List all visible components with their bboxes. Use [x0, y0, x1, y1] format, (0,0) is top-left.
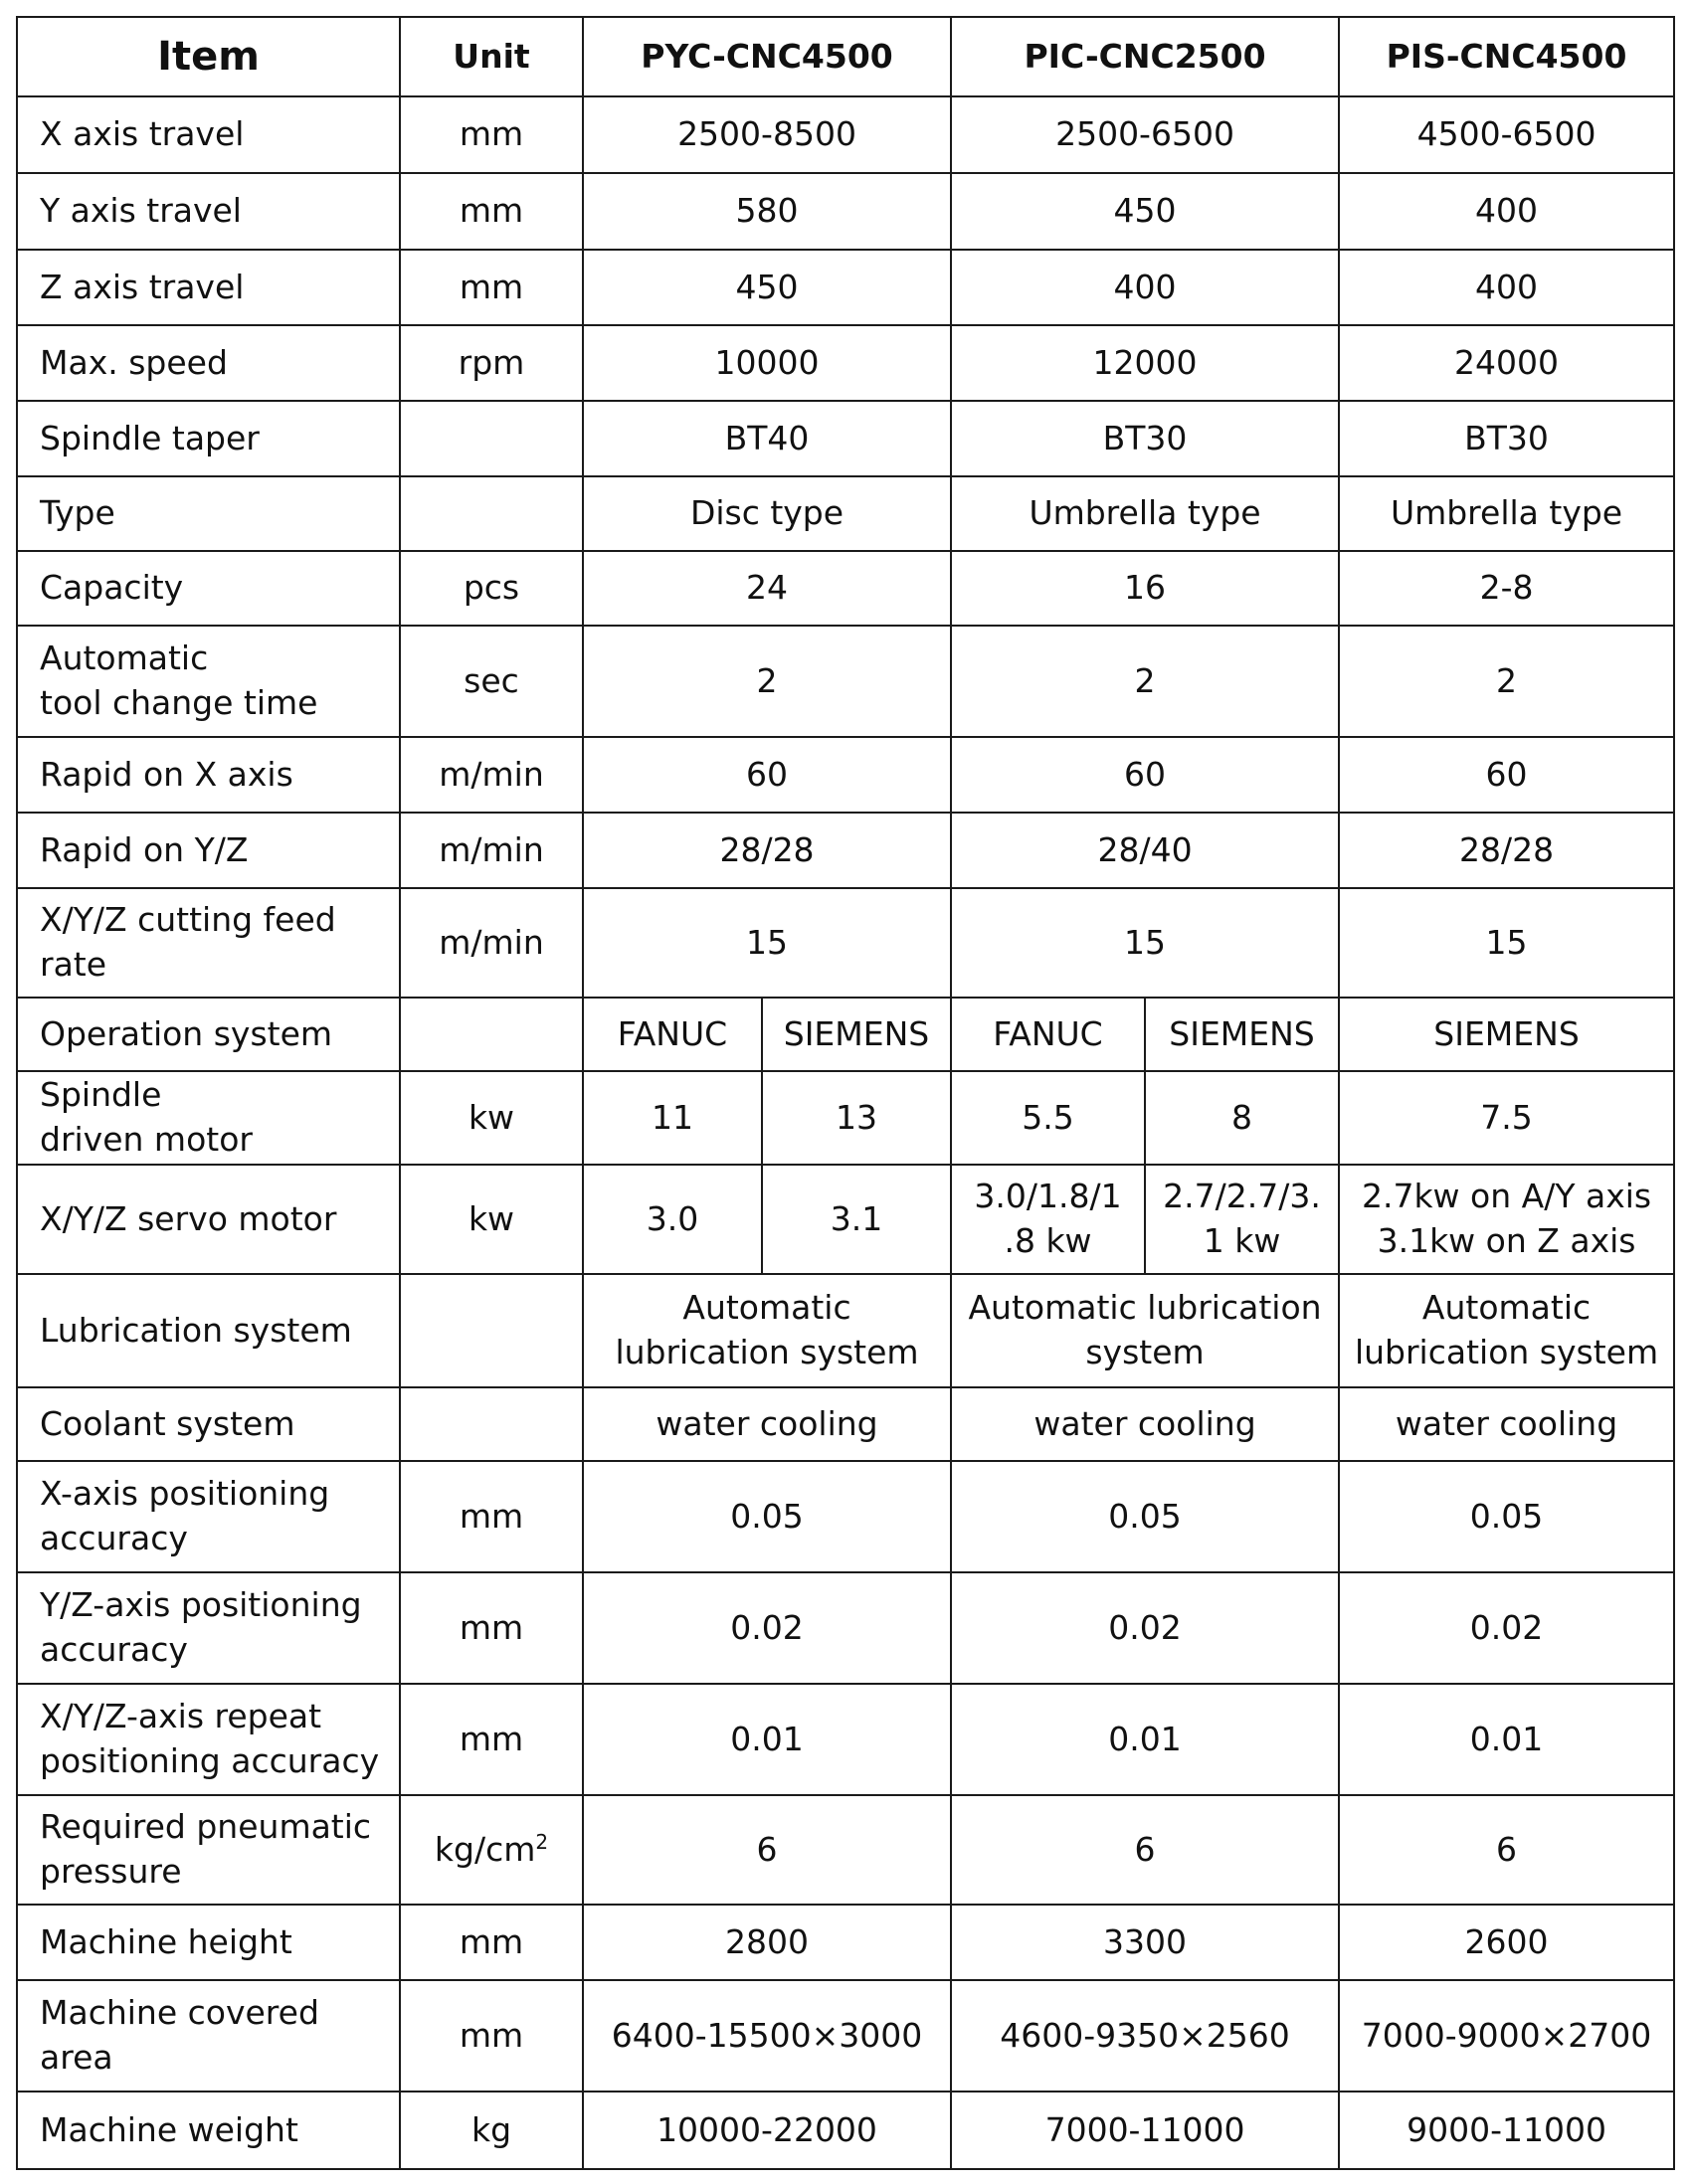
cell-value: 3.0/1.8/1 .8 kw [951, 1165, 1145, 1274]
row-unit: m/min [400, 737, 583, 813]
header-item: Item [17, 17, 400, 96]
row-unit: sec [400, 626, 583, 737]
header-model-1: PYC-CNC4500 [583, 17, 951, 96]
cell-value: 400 [1339, 173, 1674, 250]
cell-value: 8 [1145, 1071, 1339, 1165]
cell-value: 9000-11000 [1339, 2092, 1674, 2169]
table-row [17, 401, 1674, 476]
table-row [17, 1980, 1674, 2092]
row-label: Machine height [17, 1905, 400, 1980]
cell-value: 28/28 [1339, 813, 1674, 888]
cell-value: 3.1 [762, 1165, 951, 1274]
row-label: X-axis positioning accuracy [17, 1461, 400, 1572]
cell-value: 11 [583, 1071, 762, 1165]
cell-value: 0.05 [583, 1461, 951, 1572]
cell-value: 4500-6500 [1339, 96, 1674, 173]
cell-value: 0.02 [583, 1572, 951, 1684]
row-label: Z axis travel [17, 250, 400, 325]
cell-value: 5.5 [951, 1071, 1145, 1165]
cell-value: Automatic lubrication system [583, 1274, 951, 1387]
row-unit: kw [400, 1165, 583, 1274]
unit-superscript: 2 [535, 1829, 549, 1854]
cell-value: 60 [583, 737, 951, 813]
cell-value: SIEMENS [1145, 998, 1339, 1071]
row-label: X/Y/Z-axis repeat positioning accuracy [17, 1684, 400, 1795]
table-row [17, 1684, 1674, 1795]
table-row [17, 1274, 1674, 1387]
cell-value: Disc type [583, 476, 951, 551]
row-label: Lubrication system [17, 1274, 400, 1387]
cell-value: 450 [583, 250, 951, 325]
cell-value: BT30 [1339, 401, 1674, 476]
cell-value: 580 [583, 173, 951, 250]
row-label: Y axis travel [17, 173, 400, 250]
row-unit: mm [400, 1684, 583, 1795]
row-label: Required pneumatic pressure [17, 1795, 400, 1905]
cell-value: 6 [951, 1795, 1339, 1905]
cell-value: water cooling [951, 1387, 1339, 1461]
cell-value: 60 [1339, 737, 1674, 813]
row-unit: mm [400, 173, 583, 250]
row-unit: mm [400, 1572, 583, 1684]
row-unit: kg [400, 2092, 583, 2169]
row-unit: mm [400, 1905, 583, 1980]
row-label: Machine weight [17, 2092, 400, 2169]
cell-value: 2 [951, 626, 1339, 737]
cell-value: 450 [951, 173, 1339, 250]
table-row [17, 1071, 1674, 1165]
spec-table [16, 16, 1675, 2170]
row-label: Spindle taper [17, 401, 400, 476]
table-row [17, 1387, 1674, 1461]
cell-value: 7000-9000×2700 [1339, 1980, 1674, 2092]
cell-value: 15 [951, 888, 1339, 998]
cell-value: 2 [1339, 626, 1674, 737]
row-unit [400, 1795, 583, 1905]
cell-value: 12000 [951, 325, 1339, 401]
row-unit: kw [400, 1071, 583, 1165]
cell-value: 0.05 [951, 1461, 1339, 1572]
cell-value: 15 [1339, 888, 1674, 998]
cell-value: 28/40 [951, 813, 1339, 888]
table-row [17, 998, 1674, 1071]
table-row [17, 173, 1674, 250]
cell-value: 10000 [583, 325, 951, 401]
row-unit: rpm [400, 325, 583, 401]
header-model-2: PIC-CNC2500 [951, 17, 1339, 96]
row-label: Type [17, 476, 400, 551]
row-label: Machine covered area [17, 1980, 400, 2092]
cell-value: SIEMENS [1339, 998, 1674, 1071]
cell-value: 2 [583, 626, 951, 737]
table-row [17, 96, 1674, 173]
row-unit: m/min [400, 813, 583, 888]
row-label: X/Y/Z servo motor [17, 1165, 400, 1274]
cell-value: 2.7/2.7/3. 1 kw [1145, 1165, 1339, 1274]
row-unit [400, 476, 583, 551]
cell-value: 24000 [1339, 325, 1674, 401]
row-label: X axis travel [17, 96, 400, 173]
cell-value: water cooling [583, 1387, 951, 1461]
table-row [17, 813, 1674, 888]
row-unit [400, 998, 583, 1071]
row-label: Coolant system [17, 1387, 400, 1461]
cell-value: 0.02 [1339, 1572, 1674, 1684]
cell-value: 2600 [1339, 1905, 1674, 1980]
cell-value: 400 [1339, 250, 1674, 325]
row-unit: mm [400, 1461, 583, 1572]
row-unit: mm [400, 250, 583, 325]
table-row [17, 1165, 1674, 1274]
row-label: Rapid on X axis [17, 737, 400, 813]
row-unit: mm [400, 1980, 583, 2092]
table-row [17, 1572, 1674, 1684]
table-row [17, 737, 1674, 813]
cell-value: 7.5 [1339, 1071, 1674, 1165]
cell-value: 6400-15500×3000 [583, 1980, 951, 2092]
cell-value: Umbrella type [1339, 476, 1674, 551]
cell-value: 13 [762, 1071, 951, 1165]
unit-base: kg/cm [434, 1829, 536, 1869]
cell-value: 4600-9350×2560 [951, 1980, 1339, 2092]
row-unit [400, 401, 583, 476]
row-label: Rapid on Y/Z [17, 813, 400, 888]
cell-value: 2800 [583, 1905, 951, 1980]
cell-value: 2500-8500 [583, 96, 951, 173]
cell-value: 24 [583, 551, 951, 626]
cell-value: 2-8 [1339, 551, 1674, 626]
row-unit: pcs [400, 551, 583, 626]
cell-value: 60 [951, 737, 1339, 813]
table-row [17, 250, 1674, 325]
cell-value: 0.05 [1339, 1461, 1674, 1572]
cell-value: 28/28 [583, 813, 951, 888]
table-row [17, 888, 1674, 998]
cell-value: 15 [583, 888, 951, 998]
table-row [17, 325, 1674, 401]
table-row [17, 1461, 1674, 1572]
row-label: Y/Z-axis positioning accuracy [17, 1572, 400, 1684]
row-unit: m/min [400, 888, 583, 998]
row-unit [400, 1274, 583, 1387]
cell-value: BT40 [583, 401, 951, 476]
cell-value: water cooling [1339, 1387, 1674, 1461]
table-row [17, 1795, 1674, 1905]
cell-value: Automatic lubrication system [951, 1274, 1339, 1387]
cell-value: SIEMENS [762, 998, 951, 1071]
cell-value: 2500-6500 [951, 96, 1339, 173]
cell-value: 10000-22000 [583, 2092, 951, 2169]
row-label: Spindle driven motor [17, 1071, 400, 1165]
header-unit: Unit [400, 17, 583, 96]
table-row [17, 476, 1674, 551]
cell-value: FANUC [951, 998, 1145, 1071]
table-row [17, 551, 1674, 626]
row-label: Max. speed [17, 325, 400, 401]
cell-value: 0.01 [1339, 1684, 1674, 1795]
cell-value: FANUC [583, 998, 762, 1071]
table-row [17, 2092, 1674, 2169]
cell-value: 3.0 [583, 1165, 762, 1274]
header-model-3: PIS-CNC4500 [1339, 17, 1674, 96]
cell-value: 2.7kw on A/Y axis 3.1kw on Z axis [1339, 1165, 1674, 1274]
table-row [17, 626, 1674, 737]
row-label: Operation system [17, 998, 400, 1071]
cell-value: Automatic lubrication system [1339, 1274, 1674, 1387]
cell-value: Umbrella type [951, 476, 1339, 551]
row-label: X/Y/Z cutting feed rate [17, 888, 400, 998]
cell-value: BT30 [951, 401, 1339, 476]
cell-value: 16 [951, 551, 1339, 626]
table-row [17, 1905, 1674, 1980]
cell-value: 0.02 [951, 1572, 1339, 1684]
cell-value: 6 [1339, 1795, 1674, 1905]
cell-value: 7000-11000 [951, 2092, 1339, 2169]
header-row [17, 17, 1674, 96]
row-label: Capacity [17, 551, 400, 626]
cell-value: 6 [583, 1795, 951, 1905]
cell-value: 0.01 [951, 1684, 1339, 1795]
cell-value: 3300 [951, 1905, 1339, 1980]
row-unit: mm [400, 96, 583, 173]
row-unit [400, 1387, 583, 1461]
cell-value: 0.01 [583, 1684, 951, 1795]
row-label: Automatic tool change time [17, 626, 400, 737]
cell-value: 400 [951, 250, 1339, 325]
